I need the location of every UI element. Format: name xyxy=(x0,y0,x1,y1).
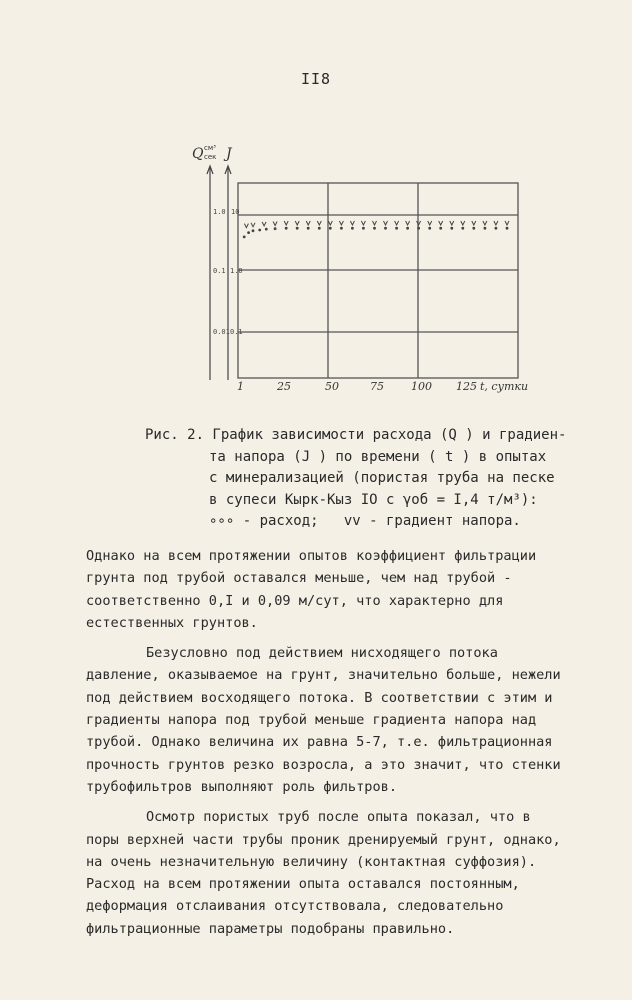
point-gradient-6 xyxy=(306,221,310,225)
x-tick-4: 100 xyxy=(411,380,432,393)
point-gradient-20 xyxy=(461,221,465,225)
point-discharge-2 xyxy=(252,229,255,232)
point-discharge-23 xyxy=(472,227,475,230)
point-gradient-8 xyxy=(328,221,332,225)
caption-line-4: в супеси Кырк-Кыз IO с γоб = I,4 т/м³): xyxy=(209,491,538,508)
point-discharge-4 xyxy=(265,228,268,231)
paragraph-3: Осмотр пористых труб после опыта показал, что в поры верхней части трубы проник дренируемый грунт, однако, на очень незначительную величину (контактная суффозия). Расход на всем протяжении опыта оставался постоянным, деформация отслаивания отсутствовала, следовательно фильтрационные параметры подобраны правильно. xyxy=(86,809,561,937)
y-axis-label-left: Q xyxy=(192,146,204,162)
point-gradient-5 xyxy=(295,221,299,225)
grid xyxy=(238,183,518,378)
y-axis-label-right: J xyxy=(226,146,232,162)
x-tick-1: 25 xyxy=(277,380,291,393)
y-tick-left-2: 0.01 xyxy=(213,328,230,336)
point-gradient-14 xyxy=(395,221,399,225)
point-discharge-8 xyxy=(307,227,310,230)
y-tick-right-0: 10 xyxy=(231,208,240,216)
x-axis-label: t, сутки xyxy=(480,380,529,393)
point-discharge-22 xyxy=(461,227,464,230)
point-discharge-1 xyxy=(247,231,250,234)
y-tick-right-2: 0.1 xyxy=(230,328,243,336)
caption-line-5: ∘∘∘ - расход; vv - градиент напора. xyxy=(209,513,521,529)
point-discharge-14 xyxy=(373,227,376,230)
point-discharge-20 xyxy=(439,227,442,230)
y-tick-left-1: 0.1 xyxy=(213,267,226,275)
point-discharge-19 xyxy=(428,227,431,230)
figure-caption xyxy=(145,425,585,533)
point-discharge-9 xyxy=(318,227,321,230)
point-gradient-3 xyxy=(273,222,277,226)
point-gradient-24 xyxy=(505,221,509,225)
point-discharge-15 xyxy=(384,227,387,230)
point-discharge-12 xyxy=(351,227,354,230)
point-gradient-4 xyxy=(284,221,288,225)
point-discharge-10 xyxy=(329,227,332,230)
point-discharge-16 xyxy=(395,227,398,230)
y-axis-unit-num: см³ xyxy=(204,144,216,152)
caption-line-3: с минерализацией (пористая труба на песке xyxy=(209,470,555,486)
x-tick-2: 50 xyxy=(325,380,339,393)
point-discharge-24 xyxy=(484,227,487,230)
y-tick-left-0: 1.0 xyxy=(213,208,226,216)
point-gradient-22 xyxy=(483,221,487,225)
point-discharge-6 xyxy=(285,227,288,230)
paragraph-2: Безусловно под действием нисходящего потока давление, оказываемое на грунт, значительно больше, нежели под действием восходящего потока. В соответствии с этим и градиенты напора под трубой меньше градиента напора над трубой. Однако величина их равна 5-7, т.е. фильтрационная прочность грунтов резко возросла, а это значит, что стенки трубофильтров выполняют роль фильтров. xyxy=(86,645,561,795)
body-text xyxy=(86,545,566,948)
point-gradient-9 xyxy=(339,221,343,225)
point-discharge-13 xyxy=(362,227,365,230)
point-discharge-17 xyxy=(406,227,409,230)
point-gradient-12 xyxy=(373,221,377,225)
point-gradient-17 xyxy=(428,221,432,225)
point-gradient-13 xyxy=(384,221,388,225)
x-tick-3: 75 xyxy=(370,380,384,393)
point-gradient-0 xyxy=(244,224,248,228)
y-tick-right-1: 1.0 xyxy=(230,267,243,275)
point-gradient-2 xyxy=(262,222,266,226)
caption-line-2: та напора (J ) по времени ( t ) в опытах xyxy=(209,448,547,465)
point-gradient-19 xyxy=(450,221,454,225)
x-tick-0: 1 xyxy=(237,380,244,393)
point-gradient-23 xyxy=(494,221,498,225)
point-gradient-7 xyxy=(317,221,321,225)
caption-line-1: Рис. 2. График зависимости расхода (Q ) и градиен- xyxy=(145,427,567,443)
point-discharge-11 xyxy=(340,227,343,230)
y-axis-unit-den: сек xyxy=(204,153,217,161)
point-discharge-26 xyxy=(506,227,509,230)
point-discharge-3 xyxy=(258,229,261,232)
point-gradient-10 xyxy=(350,221,354,225)
point-discharge-0 xyxy=(243,236,246,239)
point-discharge-5 xyxy=(274,227,277,230)
point-discharge-25 xyxy=(495,227,498,230)
x-tick-5: 125 xyxy=(456,380,477,393)
page-number: II8 xyxy=(300,70,332,88)
point-gradient-15 xyxy=(406,221,410,225)
data-marks xyxy=(243,221,509,238)
figure-chart xyxy=(180,140,560,400)
point-gradient-1 xyxy=(251,223,255,227)
point-gradient-18 xyxy=(439,221,443,225)
point-gradient-21 xyxy=(472,221,476,225)
point-discharge-7 xyxy=(296,227,299,230)
paragraph-1: Однако на всем протяжении опытов коэффициент фильтрации грунта под трубой оставался меньше, чем над трубой - соответственно 0,I и 0,09 м/сут, что характерно для естественных грунтов. xyxy=(86,548,537,631)
point-discharge-21 xyxy=(450,227,453,230)
point-gradient-11 xyxy=(361,221,365,225)
point-discharge-18 xyxy=(417,227,420,230)
